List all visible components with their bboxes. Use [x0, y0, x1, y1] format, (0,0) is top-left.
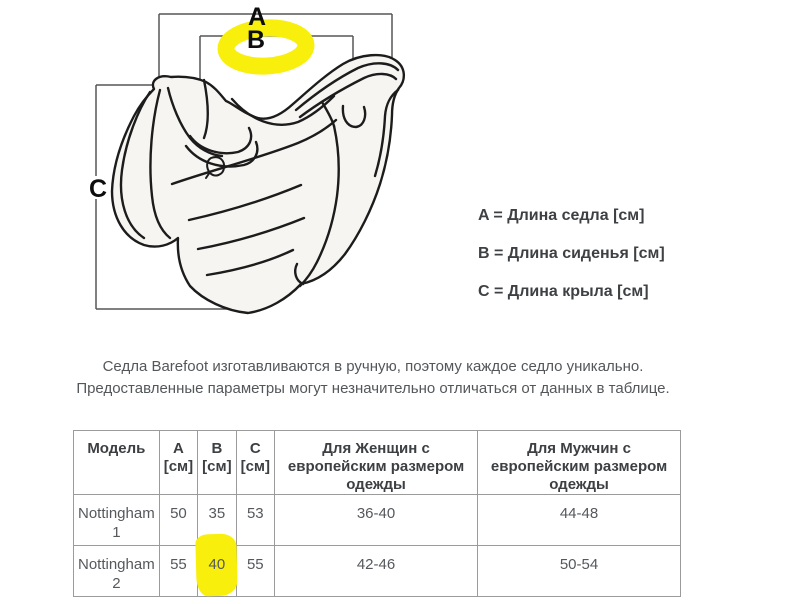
legend-item-b: B = Длина сиденья [см]: [478, 245, 665, 262]
saddle-silhouette: [112, 55, 404, 313]
cell-women: 36-40: [275, 495, 478, 546]
table-row: [74, 546, 681, 597]
col-header-model: Модель: [74, 431, 160, 495]
note-line-1: Седла Barefoot изготавливаются в ручную, поэтому каждое седло уникально.: [102, 358, 644, 375]
col-header-women: Для Женщин с европейским размером одежды: [275, 431, 478, 495]
col-header-men: Для Мужчин с европейским размером одежды: [478, 431, 681, 495]
col-header-a-letter: A: [173, 440, 184, 457]
legend-item-c: C = Длина крыла [см]: [478, 283, 649, 300]
cell-model: Nottingham 2: [74, 546, 160, 597]
col-header-c: [236, 431, 274, 495]
col-header-c-letter: C: [249, 440, 261, 457]
cell-b-value: 40: [208, 556, 226, 573]
measure-legend: [478, 206, 665, 320]
col-header-a: [159, 431, 197, 495]
col-header-b: [198, 431, 236, 495]
cell-c: 55: [236, 546, 274, 597]
note-line-2: Предоставленные параметры могут незначительно отличаться от данных в таблице.: [76, 380, 670, 397]
col-header-a-unit: [см]: [163, 458, 194, 475]
saddle-diagram: [80, 0, 450, 345]
cell-b: 35: [198, 495, 236, 546]
col-header-b-letter: B: [211, 440, 223, 457]
cell-b-highlighted: [198, 546, 236, 597]
cell-c: 53: [236, 495, 274, 546]
saddle-drawing: [112, 55, 404, 313]
highlight-ring-b: [225, 26, 307, 68]
cell-a: 50: [159, 495, 197, 546]
cell-men: 44-48: [478, 495, 681, 546]
note-paragraph: [20, 356, 726, 400]
cell-model: Nottingham 1: [74, 495, 160, 546]
cell-men: 50-54: [478, 546, 681, 597]
col-header-c-unit: [см]: [240, 458, 271, 475]
col-header-b-unit: [см]: [202, 458, 232, 475]
legend-item-a: A = Длина седла [см]: [478, 207, 645, 224]
table-row: [74, 495, 681, 546]
cell-women: 42-46: [275, 546, 478, 597]
cell-a: 55: [159, 546, 197, 597]
size-table: [73, 430, 681, 597]
diagram-label-c: C: [88, 175, 108, 203]
diagram-label-a: A: [247, 3, 267, 31]
table-header-row: [74, 431, 681, 495]
diagram-label-b: B: [246, 26, 266, 54]
